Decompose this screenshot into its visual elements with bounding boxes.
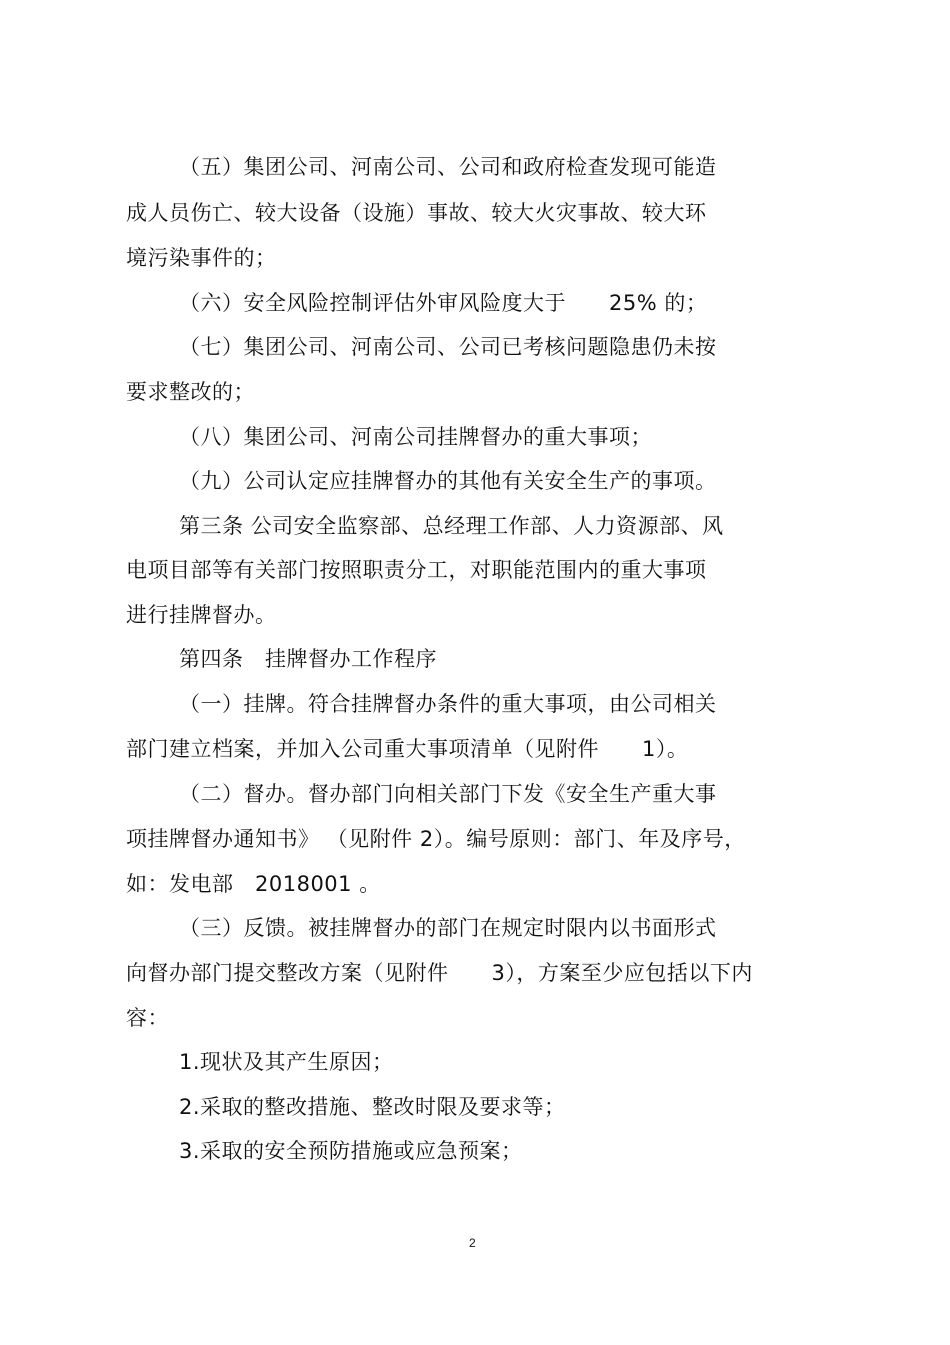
text-line: 容： <box>126 1006 169 1030</box>
text-line: 境污染事件的； <box>126 246 277 270</box>
text-line: 进行挂牌督办。 <box>126 603 277 627</box>
article-heading: 第四条 挂牌督办工作程序 <box>179 647 437 671</box>
text-line: 向督办部门提交整改方案（见附件 3），方案至少应包括以下内 <box>126 961 753 985</box>
text-line: 电项目部等有关部门按照职责分工，对职能范围内的重大事项 <box>126 558 707 582</box>
list-item: 2.采取的整改措施、整改时限及要求等； <box>179 1095 566 1119</box>
text-line: （九）公司认定应挂牌督办的其他有关安全生产的事项。 <box>179 469 717 493</box>
text-line: 如：发电部 2018001 。 <box>126 872 381 896</box>
list-item: 3.采取的安全预防措施或应急预案； <box>179 1139 523 1163</box>
text-line: 成人员伤亡、较大设备（设施）事故、较大火灾事故、较大环 <box>126 201 707 225</box>
text-line: （一）挂牌。符合挂牌督办条件的重大事项，由公司相关 <box>179 692 717 716</box>
text-line: （三）反馈。被挂牌督办的部门在规定时限内以书面形式 <box>179 916 717 940</box>
text-line: 要求整改的； <box>126 380 255 404</box>
text-line: 项挂牌督办通知书》 （见附件 2）。编号原则：部门、年及序号， <box>126 827 746 851</box>
text-line: （五）集团公司、河南公司、公司和政府检查发现可能造 <box>179 155 717 179</box>
list-item: 1.现状及其产生原因； <box>179 1050 394 1074</box>
text-line: （六）安全风险控制评估外审风险度大于 25% 的； <box>179 291 708 315</box>
page-number: 2 <box>469 1236 476 1250</box>
text-line: （七）集团公司、河南公司、公司已考核问题隐患仍未按 <box>179 335 717 359</box>
text-line: 部门建立档案，并加入公司重大事项清单（见附件 1）。 <box>126 737 689 761</box>
article-heading: 第三条 公司安全监察部、总经理工作部、人力资源部、风 <box>179 514 724 538</box>
text-line: （八）集团公司、河南公司挂牌督办的重大事项； <box>179 425 652 449</box>
text-line: （二）督办。督办部门向相关部门下发《安全生产重大事 <box>179 782 717 806</box>
